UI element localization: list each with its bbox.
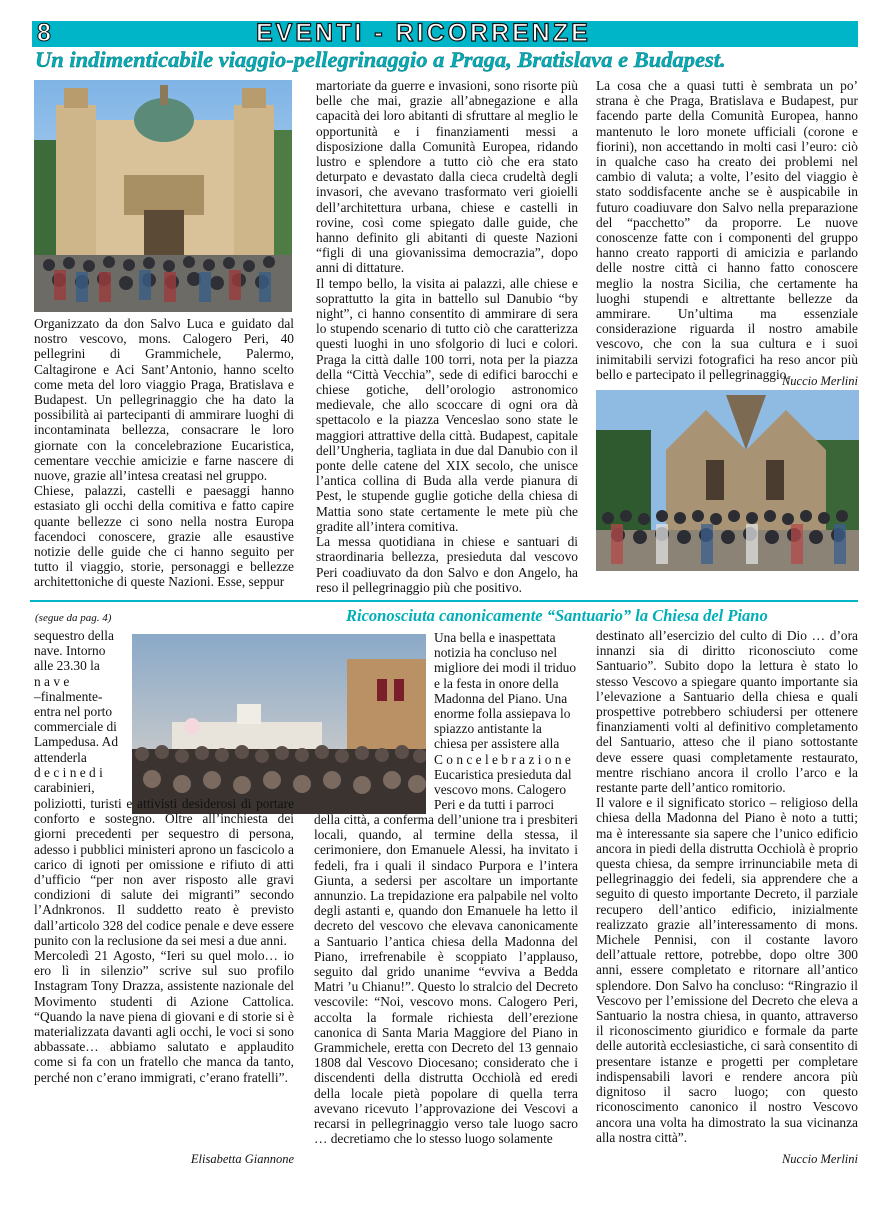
article-title: Un indimenticabile viaggio-pellegrinaggio a Praga, Bratislava e Budapest. [35, 47, 726, 72]
article1-signature: Nuccio Merlini [781, 374, 858, 388]
article3-signature: Nuccio Merlini [781, 1152, 858, 1166]
article2-column1-text: poliziotti, turisti e attivisti desiderosi di portare conforto e sostegno. Oltre all’inchiesta dei giorni precedenti per sequestro di persona, adesso i pubblici ministeri aprono un fascicolo a carico di ignoti per omissione e rifiuto di atti d’ufficio “per non aver risposto alle gravi condizioni di salute dei migranti” secondo l’Adnkronos. Il suddetto reato è previsto dall’articolo 328 del codice penale e deve essere punito con la reclusione da sei mesi a due anni. Mercoledì 21 Agosto, “Ieri su quel molo… io ero lì in silenzio” scrive sul suo profilo Instagram Tony Drazza, assistente nazionale del Movimento studenti di Azione Cattolica. “Quando la nave piena di giovani e di storie si è materializzata davanti agli occhi, le voci si sono abbassate… abbiamo salutato e applaudito come si fa con un fratello che manca da tanto, perché non c’erano immigrati, c’erano fratelli”. [34, 796, 294, 1085]
santuario-article-title: Riconosciuta canonicamente “Santuario” la Chiesa del Piano [346, 606, 768, 625]
article3-narrow-text: Una bella e inaspettata notizia ha concluso nel migliore dei modi il triduo e la festa in onore della Madonna del Piano. Una enorme folla assiepava lo spiazzo antistante la chiesa per assistere alla C o n c e l e b r a z i o n e Eucaristica presieduta dal vescovo mons. Calogero Peri e da tutti i parroci [434, 630, 577, 813]
article2-narrow-text: sequestro della nave. Intorno alle 23.30 la n a v e –finalmente- entra nel porto commerciale di Lampedusa. Ad attenderla d e c i n e d i carabinieri, [34, 628, 119, 796]
article1-column1-text: Organizzato da don Salvo Luca e guidato dal nostro vescovo, mons. Calogero Peri, 40 pellegrini di Grammichele, Palermo, Caltagirone e Aci Sant’Antonio, hanno scelto come meta del loro viaggio Praga, Bratislava e Budapest. Un pellegrinaggio che ha dato la possibilità ai partecipanti di ammirare luoghi di incontaminata bellezza, consacrare le loro giornate con la concelebrazione Eucaristica, cementare vecchie amicizie e farne nascere di nuove, grazie all’intesa creatasi nel gruppo. Chiese, palazzi, castelli e paesaggi hanno estasiato gli occhi della comitiva e fatto capire quante bellezze ci sono nella nostra Europa facendoci conoscere, grazie alle esaustive notizie delle guide che ci hanno seguito per tutto il viaggio, storie, personaggi e bellezze architettoniche di queste Nazioni. Esse, seppur [34, 316, 294, 590]
article2-signature: Elisabetta Giannone [190, 1152, 294, 1166]
article1-column3-text: La cosa che a quasi tutti è sembrata un po’ strana è che Praga, Bratislava e Budapest, pur facendo parte della Comunità Europea, hanno mantenuto le loro monete ufficiali (corone e fiorini), non accettando in molti casi l’euro: ciò in qualche caso ha creato dei problemi nel cambio di valuta; a volte, l’esito del viaggio è stato soddisfacente anche se è auspicabile in futuro coadiuvare don Salvo nella preparazione del “pacchetto” da proporre. Le nuove conoscenze fatte con i componenti del gruppo hanno creato rapporti di amicizia e parlando delle nostre città ci hanno fatto conoscere meglio la nostra Sicilia, che certamente ha luoghi stupendi e altrettante bellezze da ammirare. Un’ultima ma essenziale considerazione riguarda il nostro amabile vescovo, che con la sua cultura e i suoi inimitabili servizi fotografici ha reso ancor più bello e partecipato il pellegrinaggio. [596, 78, 858, 382]
article3-column2-text: della città, a conferma dell’unione tra i presbiteri locali, quando, al termine della stessa, il cerimoniere, don Emanuele Alessi, ha invitato i fedeli, fra i quali il sindaco Purpora e l’intera Giunta, a sedersi per ascoltare un importante annunzio. La trepidazione era palpabile nel volto degli astanti e, quando don Emanuele ha letto il decreto del vescovo che elevava canonicamente a Santuario l’antica chiesa della Madonna del Piano, irrefrenabile è scoppiato l’applauso, seguito dal grido unanime “evviva a Bedda Matri ’u Chianu!”. Questo lo stralcio del Decreto vescovile: “Noi, vescovo mons. Calogero Peri, accolta la formale richiesta dell’erezione canonica di Santa Maria Maggiore del Piano in Grammichele, eretta con Decreto del 13 gennaio 1808 dal Vescovo Diocesano; considerato che i discendenti della distrutta Occhiolà ed eredi della locale pietà popolare di quella terra avevano ricevuto l’approvazione dei Vescovi a recarsi in pellegrinaggio verso tale luogo sacro … decretiamo che lo stesso luogo solamente [314, 812, 578, 1147]
santuario-mass-photo [132, 634, 426, 814]
section-title: EVENTI - RICORRENZE [256, 19, 591, 47]
article1-column2-text: martoriate da guerre e invasioni, sono risorte più belle che mai, grazie all’abnegazione e alla capacità dei loro abitanti di sfruttare al meglio le opportunità e i finanziamenti messi a disposizione dalla Comunità Europea, ridando lustro e splendore a tutto ciò che era stato deturpato e devastato dalla cieca crudeltà degli invasori, che avevano trasformato veri gioielli dell’architettura urbana, chiese e castelli in rovine, così come spiegato dalle guide, che hanno definito gli abitanti di queste Nazioni “figli di una giovanissima democrazia”, dopo anni di dittature. Il tempo bello, la visita ai palazzi, alle chiese e soprattutto la gita in battello sul Danubio “by night”, ci hanno consentito di ammirare di sera lo stupendo scenario di tutto ciò che caratterizza questi luoghi in uno sfolgorio di luci e colori. Praga la città dalle 100 torri, nota per la piazza della “Città Vecchia”, sede di edifici barocchi e chiese gotiche, dell’orologio astronomico medievale, che allo scoccare di ogni ora dà spettacolo e la piazza Venceslao sono state le maggiori attrattive della città. Budapest, capitale dell’Ungheria, tagliata in due dal Danubio con il ponte delle catene del XIX secolo, che unisce l’antica collina di Buda alla verde pianura di Pest, le stupende guglie gotiche della chiesa di Mattia sono state certamente le mete più che gradite all’intera comitiva. La messa quotidiana in chiese e santuari di straordinaria bellezza, presieduta dal vescovo Peri coadiuvato da don Salvo e don Angelo, ha reso il pellegrinaggio più che positivo. [316, 78, 578, 595]
page-number: 8 [37, 19, 51, 47]
article3-column3-text: destinato all’esercizio del culto di Dio … d’ora innanzi sia di diritto riconosciuto come Santuario”. Subito dopo la lettura è stato lo stesso Vescovo a spiegare quanto importante sia l’elevazione a Santuario della chiesa e quali prospettive potrebbero schiudersi per ottenere finanziamenti volti al definitivo completamento del Santuario, atteso che il piano sottostante deve essere quasi completamente restaurato, mentre rischiano ancora il crollo l’arco e la restante parte dell’antico romitorio. Il valore e il significato storico – religioso della chiesa della Madonna del Piano è noto a tutti; ma è interessante sia sapere che l’unico edificio ancora in piedi della distrutta Occhiolà è proprio questa chiesa, da sempre irrinunciabile meta di pellegrinaggio dei fedeli, sia apprendere che a seguito di questo importante Decreto, il parziale recupero dell’antico edificio, inizialmente realizzato grazie all’interessamento di mons. Michele Pennisi, con il costante lavoro dell’attuale rettore, potrebbe, dopo oltre 300 anni, essere completato e ritornare all’antico splendore. Don Salvo ha concluso: “Ringrazio il Vescovo per l’emissione del Decreto che eleva a Santuario la nostra chiesa, in quanto, attraverso il riconoscimento giuridico e formale da parte delle autorità ecclesiastiche, ci sarà consentito di presentare istanze e progetti per completare indispensabili lavori e rendere ancora più dignitoso il sacro luogo; con questo riconoscimento canonico il nostro Vescovo ancora una volta ha dimostrato la sua vicinanza alla nostra città”. [596, 628, 858, 1145]
section-divider [30, 600, 858, 602]
cathedral-group-photo [596, 390, 859, 571]
continued-note: (segue da pag. 4) [35, 612, 112, 624]
basilica-group-photo [34, 80, 292, 312]
